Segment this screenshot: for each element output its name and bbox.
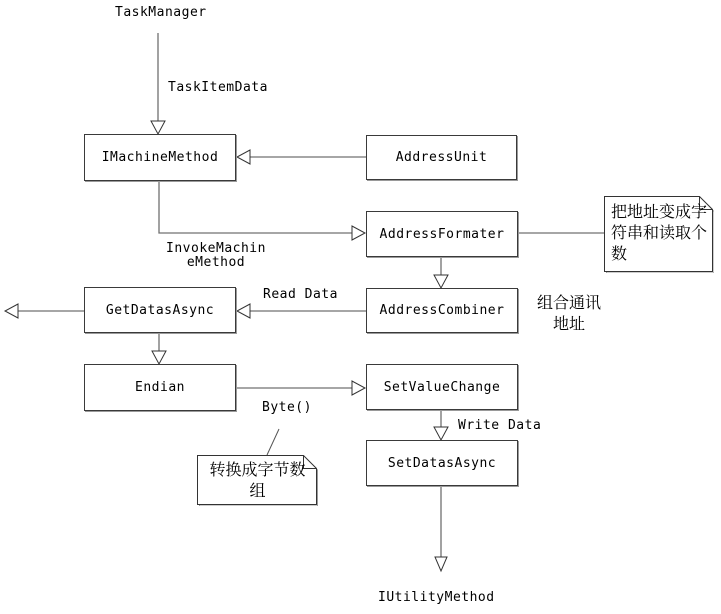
node-addressunit-label: AddressUnit xyxy=(395,150,488,165)
node-addressformater-label: AddressFormater xyxy=(379,226,505,242)
node-setvaluechange-label: SetValueChange xyxy=(383,379,501,395)
label-iutilitymethod: IUtilityMethod xyxy=(378,590,495,605)
note-byte-array xyxy=(197,455,318,506)
node-setdatasasync-label: SetDatasAsync xyxy=(387,455,497,471)
node-endian xyxy=(84,364,236,411)
note-address-formatter xyxy=(604,196,714,273)
note-byte-array-text: 转换成字节数组 xyxy=(209,460,306,500)
node-endian-label: Endian xyxy=(135,380,185,395)
edge-taskmanager-imachinemethod xyxy=(151,33,165,134)
node-addressunit xyxy=(366,135,517,180)
label-taskitemdata: TaskItemData xyxy=(168,80,268,95)
node-imachinemethod-label: IMachineMethod xyxy=(101,150,219,165)
edge-bytenote-pointer xyxy=(267,429,279,455)
label-invokemachinemethod: InvokeMachineMethod xyxy=(166,241,266,270)
node-getdatasasync-label: GetDatasAsync xyxy=(105,302,215,318)
node-getdatasasync xyxy=(84,287,236,333)
node-addresscombiner-label: AddressCombiner xyxy=(379,303,505,318)
node-addressformater xyxy=(366,211,518,257)
label-taskmanager: TaskManager xyxy=(115,5,207,20)
edge-addressformater-addresscombiner xyxy=(434,257,448,288)
edge-addressunit-imachinemethod xyxy=(237,150,366,164)
edge-setdatasasync-iutilitymethod xyxy=(435,486,447,571)
label-write-data: Write Data xyxy=(458,418,542,433)
edge-endian-setvaluechange xyxy=(236,381,365,395)
node-setdatasasync xyxy=(366,440,518,486)
edge-setvaluechange-setdatasasync xyxy=(434,410,448,440)
label-read-data: Read Data xyxy=(263,287,338,302)
node-setvaluechange xyxy=(366,364,518,410)
node-imachinemethod xyxy=(84,134,236,181)
edge-addresscombiner-getdatasasync xyxy=(237,304,366,318)
label-combine-address: 组合通讯地址 xyxy=(536,293,601,333)
node-addresscombiner xyxy=(366,288,518,333)
edge-getdatasasync-left xyxy=(5,304,84,318)
edge-getdatasasync-endian xyxy=(152,333,166,364)
label-byte: Byte() xyxy=(262,400,312,415)
edge-imachinemethod-addressformater xyxy=(159,181,365,240)
note-address-formatter-text: 把地址变成字符串和读取个数 xyxy=(611,202,708,263)
